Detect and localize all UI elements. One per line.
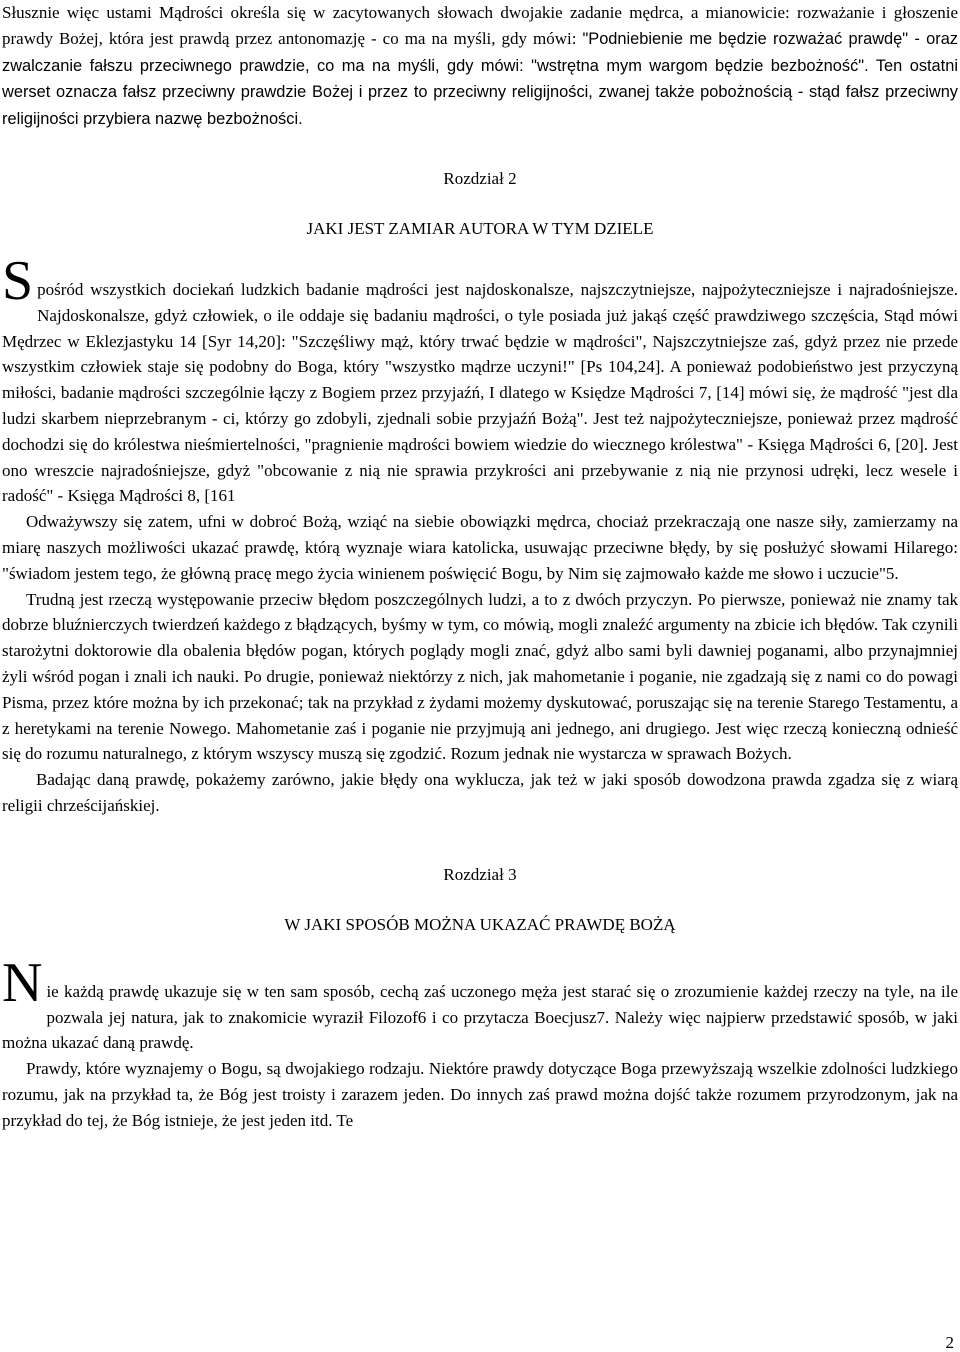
chapter-2-paragraph: Odważywszy się zatem, ufni w dobroć Bożą, wziąć na siebie obowiązki mędrca, chociaż przekraczają one nasze siły, zamierzamy na miarę naszych możliwości ukazać prawdę, którą wyznaje wiara katolicka, usuwając przeciwne błędy, by się posłużyć słowami Hilarego: "świadom jestem tego, że główną pracę mego życia winienem poświęcić Bogu, by Nim się zajmowało każde me słowo i uczucie"5.: [2, 512, 958, 583]
chapter-2-first-paragraph-text: pośród wszystkich dociekań ludzkich badanie mądrości jest najdoskonalsze, najszczytniejsze, najpożyteczniejsze i najradośniejsze. Najdoskonalsze, gdyż człowiek, o ile oddaje się badaniu mądrości, o tyle posiada już jakąś część prawdziwego szczęścia, Stąd mówi Mędrzec w Eklezjastyku 14 [Syr 14,20]: "Szczęśliwy mąż, który trwać będzie w mądrości", Najszczytniejsze zaś, gdyż przez nie przede wszystkim człowiek staje się podobny do Boga, który "wszystko mądrze uczyni!" [Ps 104,24]. A ponieważ podobieństwo jest przyczyną miłości, badanie mądrości szczególnie łączy z Bogiem przez przyjaźń, I dlatego w Księdze Mądrości 7, [14] mówi się, że mądrość "jest dla ludzi skarbem nieprzebranym - ci, którzy go zdobyli, zjednali sobie przyjaźń Bożą". Jest też najpożyteczniejsze, ponieważ przez mądrość dochodzi się do królestwa nieśmiertelności, "pragnienie mądrości bowiem wiedzie do wiecznego królestwa" - Księga Mądrości 6, [20]. Jest ono wreszcie najradośniejsze, gdyż "obcowanie z nią nie sprawia przykrości ani przebywanie z nią nie przynosi udręki, lecz wesele i radość" - Księga Mądrości 8, [161: [2, 279, 958, 506]
chapter-3-paragraph: Prawdy, które wyznajemy o Bogu, są dwojakiego rodzaju. Niektóre prawdy dotyczące Boga przewyższają wszelkie zdolności ludzkiego rozumu, jak na przykład ta, że Bóg jest troisty i zarazem jeden. Do innych zaś prawd można dojść także rozumem przyrodzonym, jak na przykład do tej, że Bóg istnieje, że jest jeden itd. Te: [2, 1059, 958, 1130]
chapter-2-drop-cap: S: [2, 249, 34, 312]
chapter-3-number: Rozdział 3: [443, 864, 517, 884]
chapter-2-title: JAKI JEST ZAMIAR AUTORA W TYM DZIELE: [306, 218, 654, 238]
chapter-3-first-paragraph-text: ie każdą prawdę ukazuje się w ten sam sposób, cechą zaś uczonego męża jest starać się o zrozumienie każdej rzeczy na tyle, na ile pozwala jej natura, jak to znakomicie wyraził Filozof6 i co przytacza Boecjusz7. Należy więc najpierw przedstawić sposób, w jaki można ukazać daną prawdę.: [2, 981, 958, 1053]
chapter-2-first-paragraph: [2, 249, 958, 509]
chapter-2-number: Rozdział 2: [443, 168, 517, 188]
chapter-2-paragraph: Badając daną prawdę, pokażemy zarówno, jakie błędy ona wyklucza, jak też w jaki sposób dowodzona prawda zgadza się z wiarą religii chrześcijańskiej.: [2, 770, 958, 815]
page-content: [2, 0, 958, 1134]
intro-sans-text: "Podniebienie me będzie rozważać prawdę" - oraz zwalczanie fałszu przeciwnego prawdzie, co ma na myśli, gdy mówi: "wstrętna mym wargom będzie bezbożność". Ten ostatni werset oznacza fałsz przeciwny prawdzie Bożej i przez to przeciwny religijności, zwanej także pobożnością - stąd fałsz przeciwny religijności przybiera nazwę bezbożności.: [2, 29, 959, 129]
intro-serif-text: Słusznie więc ustami Mądrości określa się w zacytowanych słowach dwojakie zadanie mędrca, a mianowicie: rozważanie i głoszenie prawdy Bożej, która jest prawdą przez antonomazję - co ma na myśli, gdy mówi:: [2, 3, 958, 48]
chapter-2-paragraph: Trudną jest rzeczą występowanie przeciw błędom poszczególnych ludzi, a to z dwóch przyczyn. Po pierwsze, ponieważ nie znamy tak dobrze bluźnierczych twierdzeń każdego z błądzących, byśmy w tym, co mówią, mogli znaleźć argumenty na zbicie ich błędów. Tak czynili starożytni doktorowie dla obalenia błędów pogan, których poglądy mogli znać, gdyż albo sami byli dawniej poganami, albo przynajmniej żyli wśród pogan i znali ich nauki. Po drugie, ponieważ niektórzy z nich, jak mahometanie i poganie, nie zgadzają się z nami co do powagi Pisma, przez które można by ich przekonać; tak na przykład z żydami możemy dyskutować, poruszając się na terenie Starego Testamentu, a z heretykami na terenie Nowego. Mahometanie zaś i poganie nie przyjmują ani jednego, ani drugiego. Jest więc rzeczą konieczną odnieść się do rozumu naturalnego, z którym wszyscy muszą się zgodzić. Rozum jednak nie wystarcza w sprawach Bożych.: [2, 589, 958, 764]
chapter-3-first-paragraph: [2, 951, 958, 1056]
chapter-3-drop-cap: N: [2, 951, 43, 1014]
page-number: 2: [945, 1333, 954, 1352]
intro-paragraph: [2, 0, 958, 133]
chapter-3-title: W JAKI SPOSÓB MOŻNA UKAZAĆ PRAWDĘ BOŻĄ: [284, 914, 676, 934]
